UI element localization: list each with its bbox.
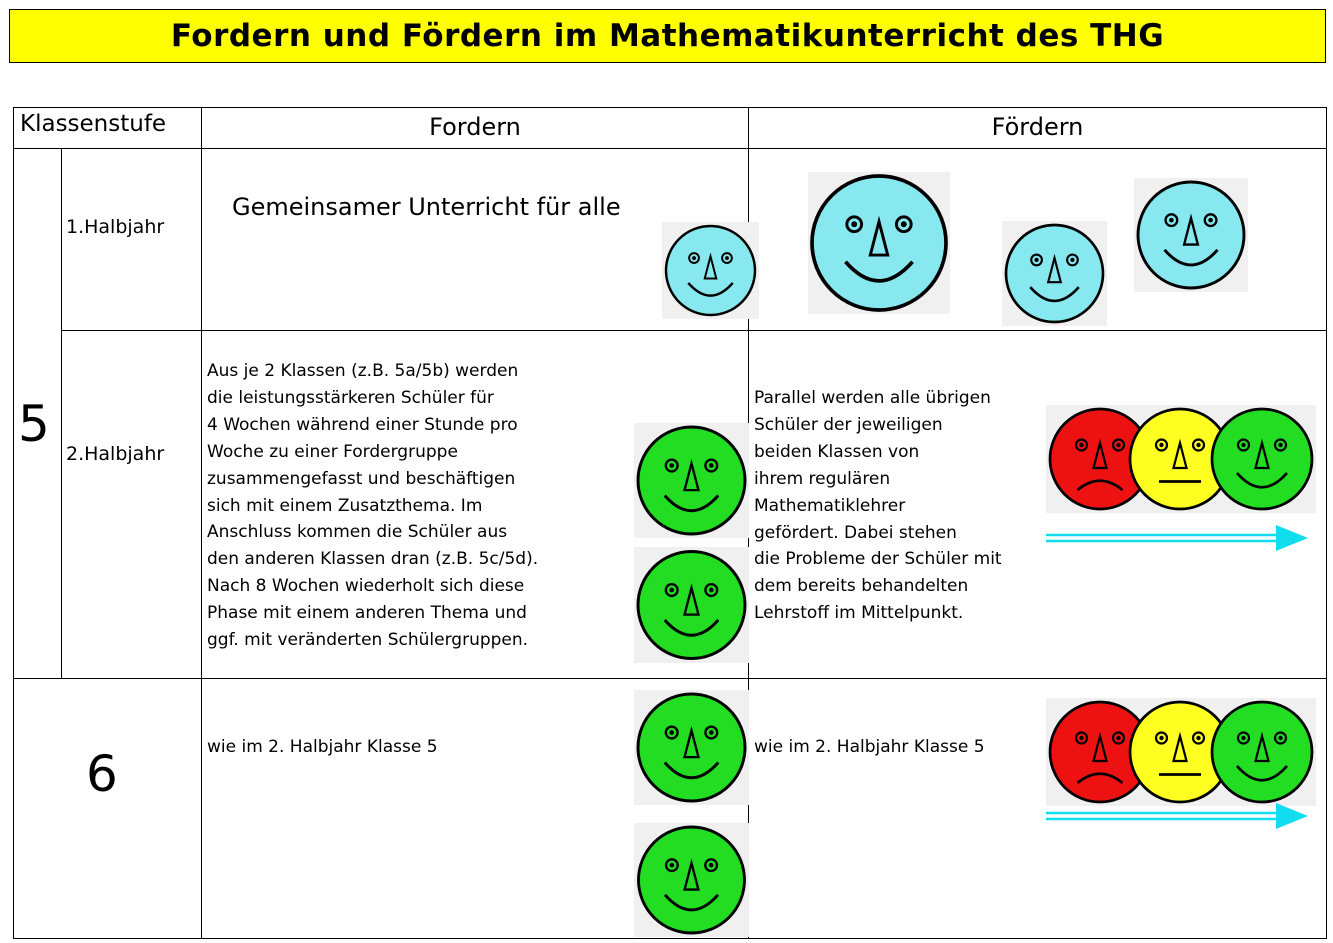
header-klassenstufe: Klassenstufe xyxy=(20,111,167,137)
fordern-description xyxy=(207,358,538,654)
foerdern-description xyxy=(754,385,1002,627)
halbjahr-2-label: 2.Halbjahr xyxy=(66,443,165,465)
grade-6-label: 6 xyxy=(86,745,118,803)
grade-5-label: 5 xyxy=(18,395,50,453)
page-title: Fordern und Fördern im Mathematikunterricht des THG xyxy=(9,9,1326,63)
header-fordern: Fordern xyxy=(429,113,521,141)
smiley-face-icon xyxy=(634,823,749,937)
fordern-line: Aus je 2 Klassen (z.B. 5a/5b) werden xyxy=(207,361,519,381)
fordern-line: ggf. mit veränderten Schülergruppen. xyxy=(207,630,529,651)
foerdern-line: beiden Klassen von xyxy=(754,441,920,462)
right-arrow-icon xyxy=(1046,524,1308,552)
fordern-line: die leistungsstärkeren Schüler für xyxy=(207,387,494,408)
traffic-light-faces-icon xyxy=(1046,405,1316,513)
fordern-line: den anderen Klassen dran (z.B. 5c/5d). xyxy=(207,549,539,570)
fordern-line: zusammengefasst und beschäftigen xyxy=(207,468,516,489)
right-arrow-icon xyxy=(1046,802,1308,830)
header-foerdern: Fördern xyxy=(991,113,1084,141)
foerdern-line: Schüler der jeweiligen xyxy=(754,414,943,435)
fordern-line: Anschluss kommen die Schüler aus xyxy=(207,522,508,543)
fordern-line: Nach 8 Wochen wiederholt sich diese xyxy=(207,576,525,597)
smiley-face-icon xyxy=(1002,221,1107,326)
grade-6-fordern-text: wie im 2. Halbjahr Klasse 5 xyxy=(207,737,438,757)
foerdern-line: die Probleme der Schüler mit xyxy=(754,549,1002,570)
foerdern-line: gefördert. Dabei stehen xyxy=(754,522,957,543)
fordern-line: Woche zu einer Fordergruppe xyxy=(207,441,458,462)
grade-6-foerdern-text: wie im 2. Halbjahr Klasse 5 xyxy=(754,737,985,757)
foerdern-line: ihrem regulären xyxy=(754,468,891,489)
smiley-face-icon xyxy=(1134,178,1248,292)
fordern-line: sich mit einem Zusatzthema. Im xyxy=(207,495,483,516)
gemeinsamer-unterricht-text: Gemeinsamer Unterricht für alle xyxy=(232,193,621,221)
smiley-face-icon xyxy=(634,423,749,538)
foerdern-line: Mathematiklehrer xyxy=(754,495,906,516)
fordern-line: Phase mit einem anderen Thema und xyxy=(207,603,527,624)
smiley-face-icon xyxy=(808,172,950,314)
fordern-line: 4 Wochen während einer Stunde pro xyxy=(207,414,518,435)
smiley-face-icon xyxy=(634,690,749,805)
foerdern-line: Lehrstoff im Mittelpunkt. xyxy=(754,603,964,624)
smiley-face-icon xyxy=(634,547,749,663)
halbjahr-1-label: 1.Halbjahr xyxy=(66,216,165,238)
foerdern-line: dem bereits behandelten xyxy=(754,576,969,597)
smiley-face-icon xyxy=(662,222,759,319)
foerdern-line: Parallel werden alle übrigen xyxy=(754,388,991,408)
traffic-light-faces-icon xyxy=(1046,698,1316,806)
